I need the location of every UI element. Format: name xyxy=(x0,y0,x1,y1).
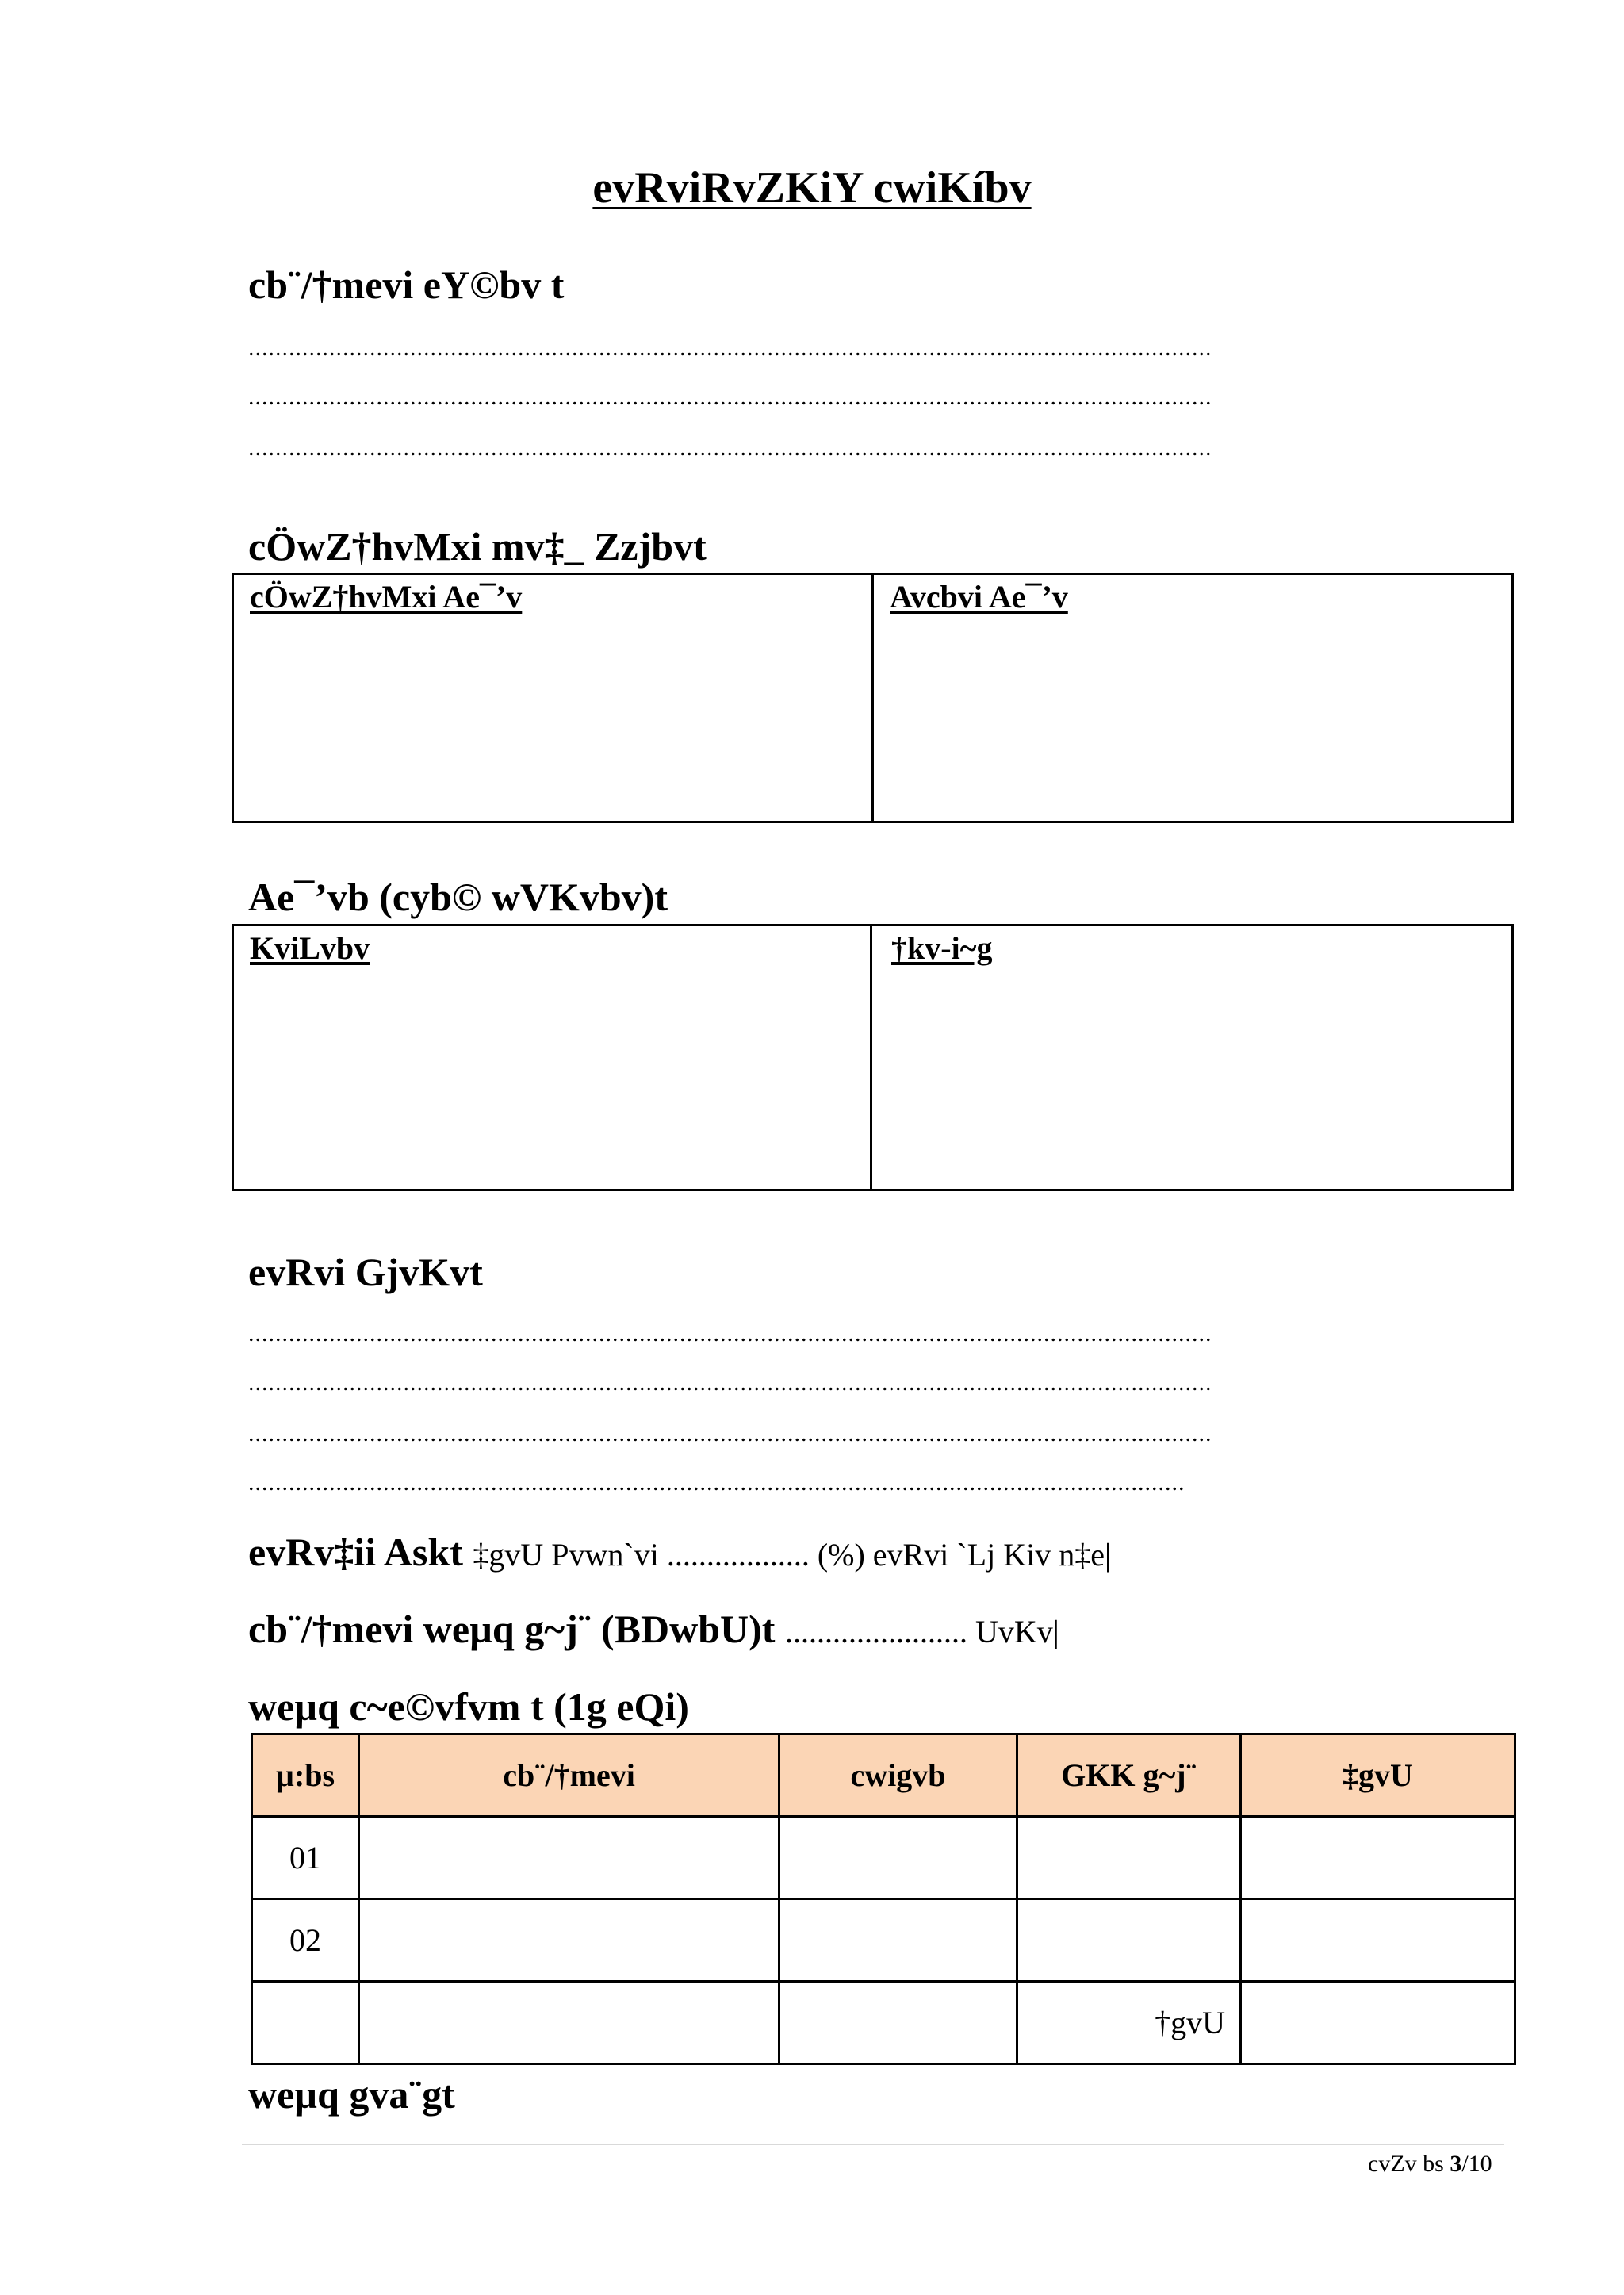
page-title: evRviRvZKiY cwiKíbv xyxy=(592,163,1032,213)
location-box xyxy=(232,924,1514,1191)
table-header-row xyxy=(252,1734,1515,1817)
market-share-line xyxy=(248,1529,1111,1575)
price-label: cb¨/†mevi weµq g~j¨ (BDwbU)t xyxy=(248,1607,776,1651)
dot-line: ............................................................................................................................................... xyxy=(248,1370,1212,1396)
table-cell: 01 xyxy=(252,1817,359,1899)
dot-line: ............................................................................................................................................... xyxy=(248,335,1212,361)
section-heading-product: cb¨/†mevi eY©bv t xyxy=(248,262,565,307)
section-heading-sales-channel: weµq gva¨gt xyxy=(248,2072,455,2117)
section-heading-competitor: cÖwZ†hvMxi mv‡_ Zzjbvt xyxy=(248,524,707,569)
header-unit-price: GKK g~j¨ xyxy=(1017,1734,1241,1817)
header-quantity: cwigvb xyxy=(779,1734,1017,1817)
table-cell: 02 xyxy=(252,1899,359,1982)
section-heading-market-area: evRvi GjvKvt xyxy=(248,1250,483,1294)
dot-line: ............................................................................................................................................... xyxy=(248,1320,1212,1347)
page-label: cvZv bs xyxy=(1368,2151,1450,2177)
table-cell xyxy=(252,1982,359,2064)
section-heading-location: Ae¯’vb (cyb© wVKvbv)t xyxy=(248,875,668,919)
table-cell xyxy=(779,1982,1017,2064)
page-total: /10 xyxy=(1461,2151,1492,2177)
market-share-label: evRv‡ii Askt xyxy=(248,1530,463,1574)
price-text: ....................... UvKv| xyxy=(784,1614,1059,1649)
table-row xyxy=(252,1817,1515,1899)
header-total: ‡gvU xyxy=(1241,1734,1515,1817)
own-column: Avcbvi Ae¯’v xyxy=(871,575,1511,821)
price-line xyxy=(248,1606,1059,1652)
table-cell: †gvU xyxy=(1017,1982,1241,2064)
table-cell xyxy=(1241,1817,1515,1899)
showroom-column: †kv-i~g xyxy=(870,926,1511,1189)
table-cell xyxy=(1017,1817,1241,1899)
page-current: 3 xyxy=(1450,2151,1462,2177)
dot-line: ........................................................................................................................................... xyxy=(248,1469,1185,1496)
table-cell xyxy=(1017,1899,1241,1982)
footer-divider xyxy=(242,2144,1504,2145)
table-row xyxy=(252,1982,1515,2064)
table-cell xyxy=(359,1982,779,2064)
page-number xyxy=(1368,2151,1492,2178)
section-heading-sales-forecast: weµq c~e©vfvm t (1g eQi) xyxy=(248,1684,689,1729)
table-row xyxy=(252,1899,1515,1982)
table-cell xyxy=(1241,1899,1515,1982)
table-cell xyxy=(779,1899,1017,1982)
table-cell xyxy=(359,1899,779,1982)
table-cell xyxy=(359,1817,779,1899)
table-cell xyxy=(779,1817,1017,1899)
competitor-column: cÖwZ†hvMxi Ae¯’v xyxy=(250,579,523,615)
factory-column: KviLvbv xyxy=(250,930,370,966)
header-product: cb¨/†mevi xyxy=(359,1734,779,1817)
sales-forecast-table xyxy=(251,1733,1516,2065)
competitor-comparison-box xyxy=(232,573,1514,823)
dot-line: ............................................................................................................................................... xyxy=(248,384,1212,410)
dot-line: ............................................................................................................................................... xyxy=(248,1420,1212,1446)
dot-line: ............................................................................................................................................... xyxy=(248,435,1212,461)
market-share-text: ‡gvU Pvwn`vi .................. (%) evRvi `Lj Kiv n‡e| xyxy=(473,1537,1111,1573)
header-serial: µ:bs xyxy=(252,1734,359,1817)
table-cell xyxy=(1241,1982,1515,2064)
